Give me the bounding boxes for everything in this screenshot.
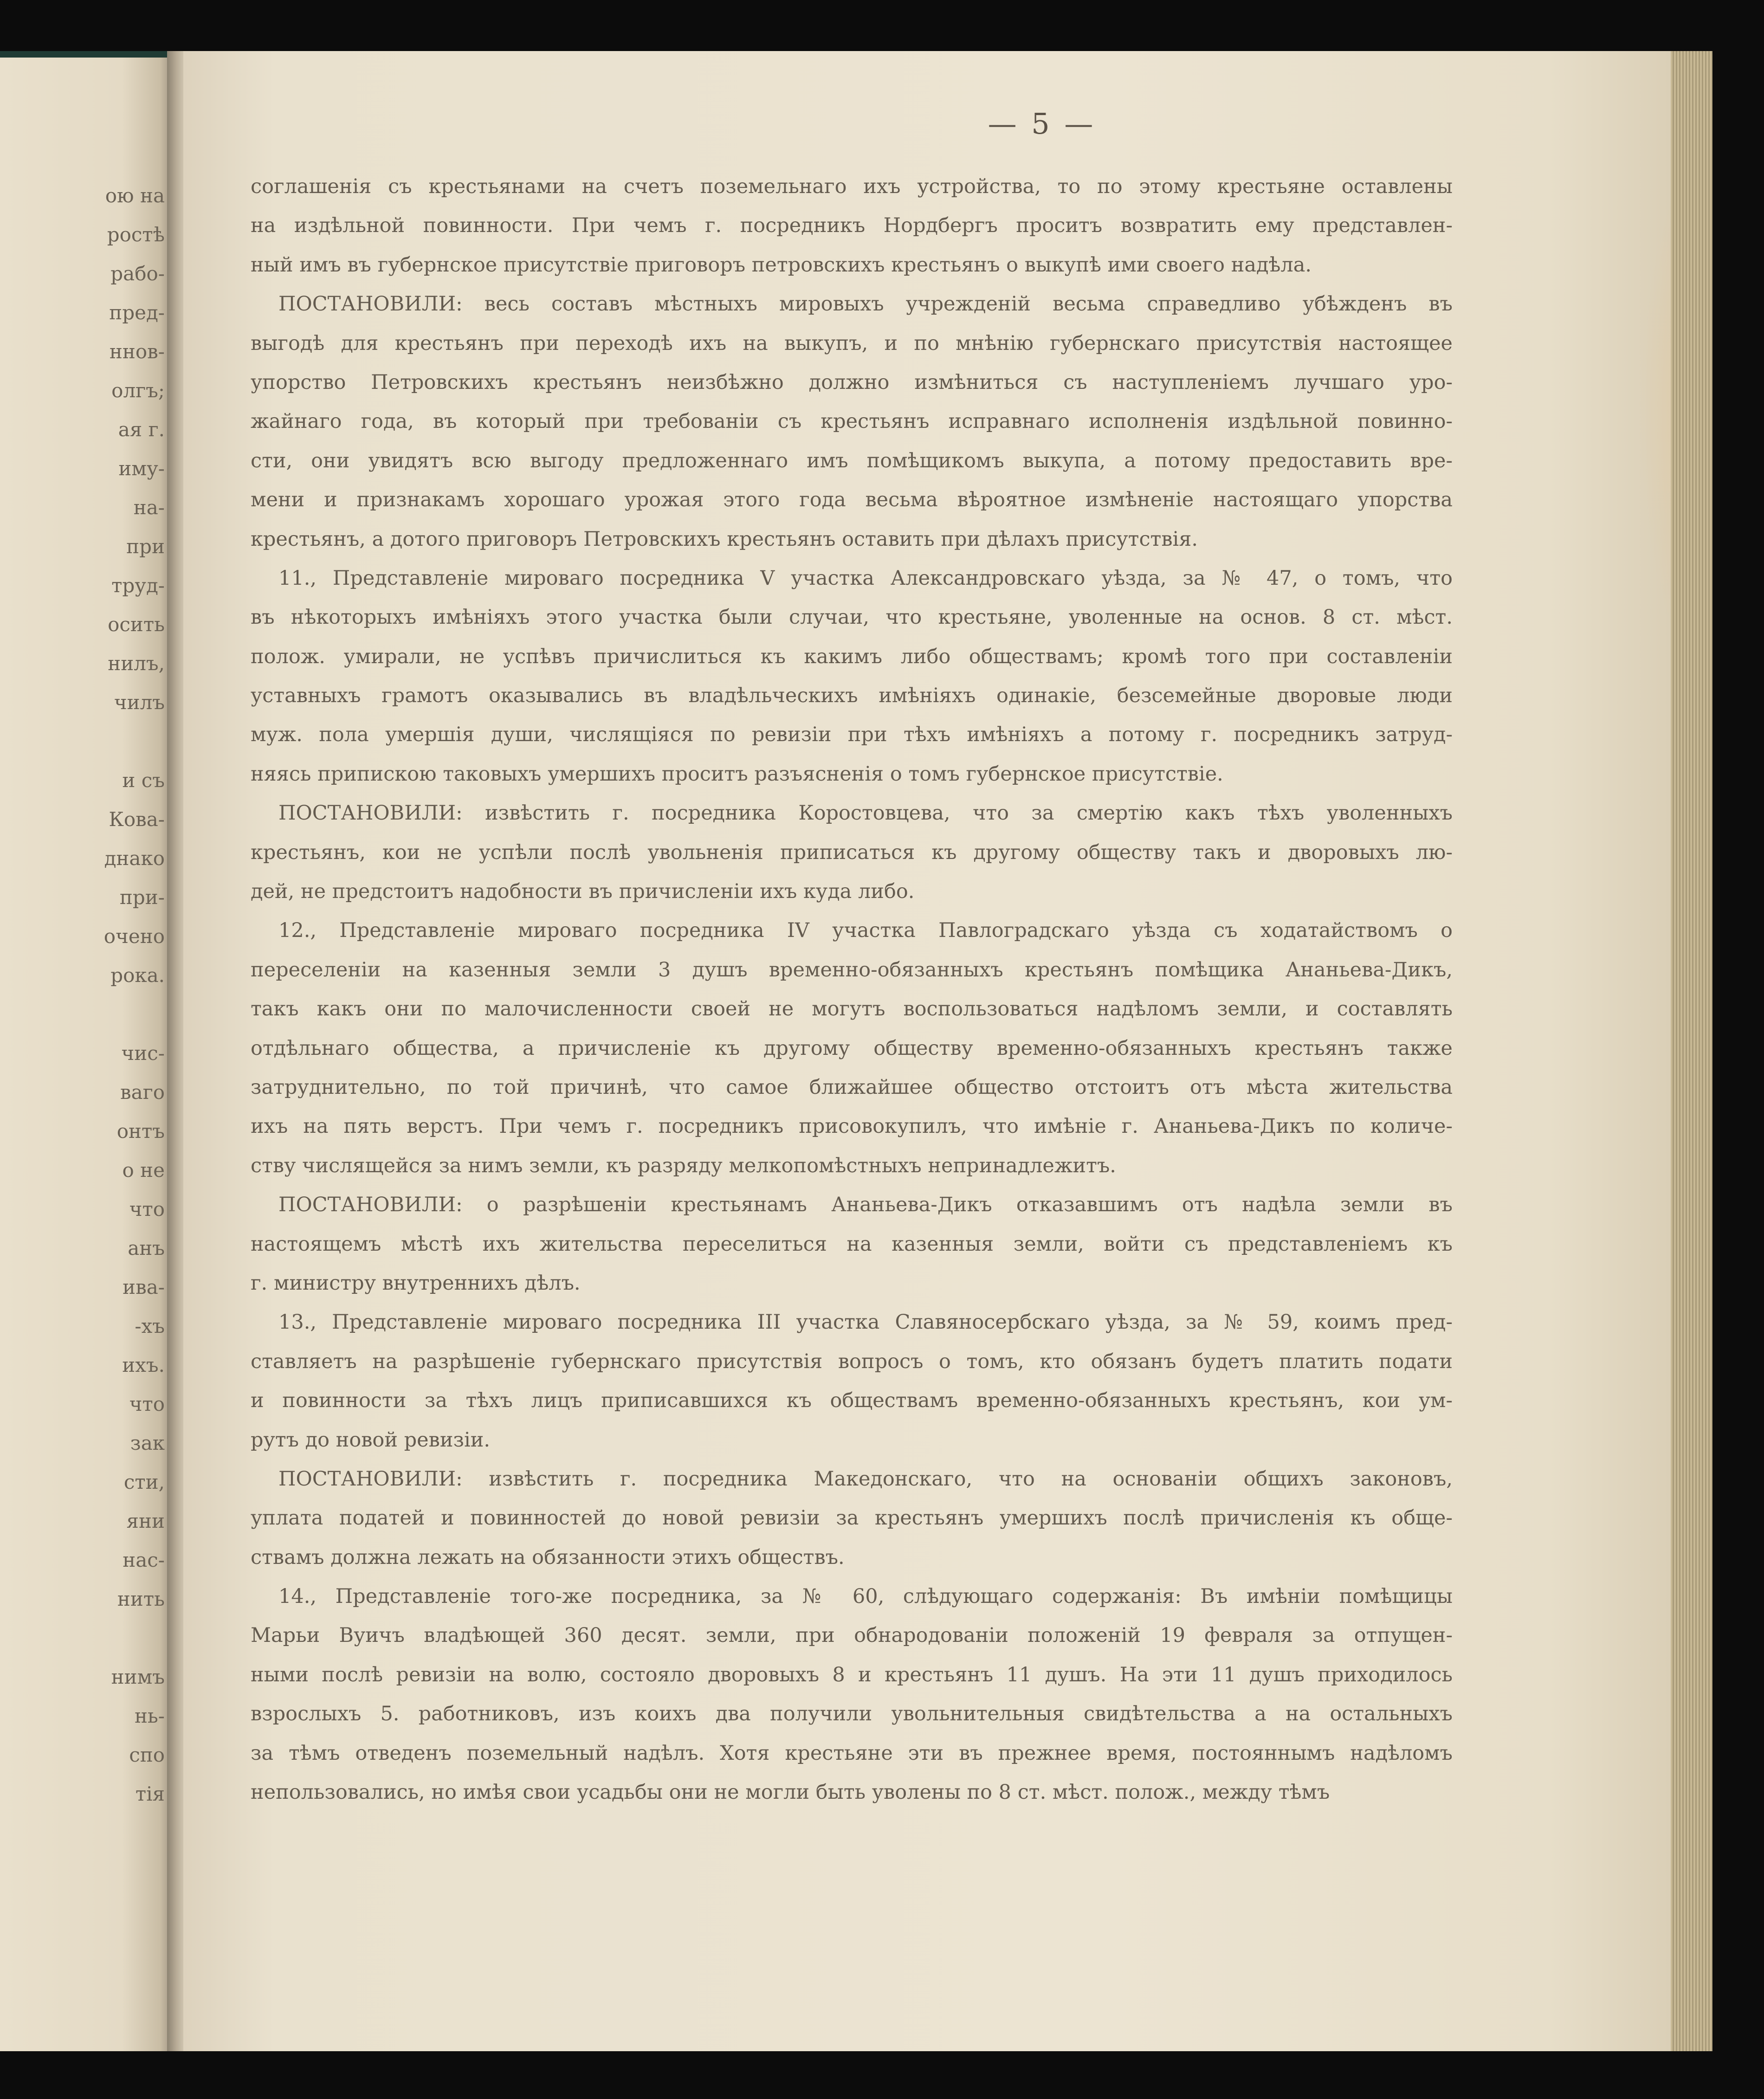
text-line: ПОСТАНОВИЛИ: извѣстить г. посредника Македонскаго, что на основаніи общихъ законовъ, [278,1467,1453,1491]
text-line: ству числящейся за нимъ земли, къ разряду мелкопомѣстныхъ непринадлежитъ. [251,1154,1116,1177]
text-line: на издѣльной повинности. При чемъ г. посредникъ Нордбергъ проситъ возвратить ему представлен- [251,214,1453,238]
left-text-fragment: на- [133,496,165,519]
left-text-fragment: что [129,1393,165,1415]
left-page-top-edge [0,51,174,58]
text-line: непользовались, но имѣя свои усадьбы они не могли быть уволены по 8 ст. мѣст. полож., между тѣмъ [251,1781,1330,1804]
text-line: ствамъ должна лежать на обязанности этихъ обществъ. [251,1545,845,1569]
left-text-fragment: чис- [121,1042,165,1065]
text-line: настоящемъ мѣстѣ ихъ жительства переселиться на казенныя земли, войти съ представленіемъ къ [251,1232,1453,1256]
left-text-fragment: нить [117,1588,165,1610]
text-line: уплата податей и повинностей до новой ревизіи за крестьянъ умершихъ послѣ причисленія къ обще- [251,1506,1453,1530]
left-text-fragment: ива- [123,1276,165,1298]
left-text-fragment: чилъ [114,691,165,714]
left-text-fragment: нилъ, [108,652,165,675]
text-line: переселеніи на казенныя земли 3 душъ временно-обязанныхъ крестьянъ помѣщика Ананьева-Дикъ, [251,958,1453,982]
left-page [0,51,174,2051]
left-text-fragment: олгъ; [111,379,165,402]
left-text-fragment: днако [104,847,165,870]
text-line: дей, не предстоитъ надобности въ причисленіи ихъ куда либо. [251,880,915,904]
page-number: — 5 — [988,107,1096,141]
left-text-fragment: яни [126,1510,165,1532]
left-page-text-fragments [0,176,165,1814]
text-line: ПОСТАНОВИЛИ: извѣстить г. посредника Коростовцева, что за смертію какъ тѣхъ уволенныхъ [278,801,1453,825]
left-text-fragment [0,1619,165,1658]
text-line: соглашенія съ крестьянами на счетъ поземельнаго ихъ устройства, то по этому крестьяне оставлены [251,175,1453,198]
text-line: няясь припискою таковыхъ умершихъ проситъ разъясненія о томъ губернское присутствіе. [251,762,1223,786]
left-text-fragment: иму- [118,457,165,480]
text-line: 14., Представленіе того-же посредника, за № 60, слѣдующаго содержанія: Въ имѣніи помѣщицы [278,1585,1453,1608]
left-text-fragment: ваго [120,1081,165,1104]
left-text-fragment: нимъ [111,1666,165,1688]
text-line: затруднительно, по той причинѣ, что самое ближайшее общество отстоитъ отъ мѣста жительства [251,1075,1453,1099]
text-line: жайнаго года, въ который при требованіи съ крестьянъ исправнаго исполненія издѣльной повинно- [251,410,1453,433]
page-edges [1671,51,1712,2051]
left-text-fragment: спо [129,1744,165,1766]
page-text-body [251,167,1453,1812]
left-text-fragment: Кова- [109,808,165,831]
left-text-fragment: очено [103,925,165,948]
text-line: 12., Представленіе мироваго посредника IV участка Павлоградскаго уѣзда съ ходатайствомъ о [278,919,1453,943]
right-page [183,51,1701,2051]
left-text-fragment: ннов- [109,340,165,363]
book-gutter [167,51,186,2051]
left-text-fragment: рабо- [110,262,165,285]
left-text-fragment: сти, [123,1471,165,1493]
text-line: и повинности за тѣхъ лицъ приписавшихся къ обществамъ временно-обязанныхъ крестьянъ, кои ум- [251,1389,1453,1413]
left-text-fragment: зак [130,1432,165,1454]
left-text-fragment: тія [135,1783,165,1805]
left-text-fragment: ая г. [118,418,165,441]
left-text-fragment: нас- [123,1549,165,1571]
text-line: за тѣмъ отведенъ поземельный надѣлъ. Хотя крестьяне эти въ прежнее время, постояннымъ надѣломъ [251,1741,1453,1765]
text-line: сти, они увидятъ всю выгоду предложеннаго имъ помѣщикомъ выкупа, а потому предоставить вре- [251,449,1453,472]
left-text-fragment: анъ [128,1237,165,1259]
text-line: крестьянъ, а дотого приговоръ Петровскихъ крестьянъ оставить при дѣлахъ присутствія. [251,527,1198,551]
left-text-fragment: пред- [109,301,165,324]
left-text-fragment: и съ [122,769,165,792]
left-text-fragment: онтъ [116,1120,165,1143]
text-line: отдѣльнаго общества, а причисленіе къ другому обществу временно-обязанныхъ крестьянъ также [251,1036,1453,1060]
left-text-fragment: ою на [105,184,165,207]
left-text-fragment: при [126,535,165,558]
text-line: взрослыхъ 5. работниковъ, изъ коихъ два получили увольнительныя свидѣтельства а на остальныхъ [251,1702,1453,1726]
left-text-fragment [0,722,165,761]
left-text-fragment: -хъ [135,1315,165,1337]
left-text-fragment: нь- [134,1705,165,1727]
text-line: 13., Представленіе мироваго посредника III участка Славяносербскаго уѣзда, за № 59, коимъ пред- [278,1311,1453,1334]
text-line: упорство Петровскихъ крестьянъ неизбѣжно должно измѣниться съ наступленіемъ лучшаго уро- [251,370,1453,394]
text-line: мени и признакамъ хорошаго урожая этого года весьма вѣроятное измѣненіе настоящаго упорства [251,488,1453,512]
text-line: ПОСТАНОВИЛИ: о разрѣшеніи крестьянамъ Ананьева-Дикъ отказавшимъ отъ надѣла земли въ [278,1193,1453,1217]
text-line: ный имъ въ губернское присутствіе приговоръ петровскихъ крестьянъ о выкупѣ ими своего надѣла. [251,253,1312,277]
text-line: ставляетъ на разрѣшеніе губернскаго присутствія вопросъ о томъ, кто обязанъ будетъ платить подати [251,1350,1453,1373]
text-line: уставныхъ грамотъ оказывались въ владѣльческихъ имѣніяхъ одинакіе, безсемейные дворовые люди [251,684,1453,708]
text-line: 11., Представленіе мироваго посредника V участка Александровскаго уѣзда, за № 47, о томъ, что [278,566,1453,590]
left-text-fragment: рока. [110,964,165,987]
text-line: полож. умирали, не успѣвъ причислиться къ какимъ либо обществамъ; кромѣ того при составленіи [251,645,1453,668]
left-text-fragment: ихъ. [122,1354,165,1376]
text-line: такъ какъ они по малочисленности своей не могутъ воспользоваться надѣломъ земли, и составлять [251,997,1453,1021]
left-text-fragment: при- [119,886,165,909]
text-line: крестьянъ, кои не успѣли послѣ увольненія приписаться къ другому обществу такъ и дворовыхъ лю- [251,840,1453,864]
left-text-fragment: о не [122,1159,165,1182]
left-text-fragment: труд- [111,574,165,597]
text-line: ихъ на пять верстъ. При чемъ г. посредникъ присовокупилъ, что имѣніе г. Ананьева-Дикъ по количе- [251,1115,1453,1138]
text-line: муж. пола умершія души, числящіяся по ревизіи при тѣхъ имѣніяхъ а потому г. посредникъ затруд- [251,723,1453,747]
text-line: Марьи Вуичъ владѣющей 360 десят. земли, при обнародованіи положеній 19 февраля за отпущен- [251,1624,1453,1647]
text-line: въ нѣкоторыхъ имѣніяхъ этого участка были случаи, что крестьяне, уволенные на основ. 8 ст. мѣст. [251,606,1453,629]
text-line: ПОСТАНОВИЛИ: весь составъ мѣстныхъ мировыхъ учрежденій весьма справедливо убѣжденъ въ [278,292,1453,316]
text-line: рутъ до новой ревизіи. [251,1428,491,1452]
text-line: выгодѣ для крестьянъ при переходѣ ихъ на выкупъ, и по мнѣнію губернскаго присутствія настоящее [251,331,1453,355]
text-line: ными послѣ ревизіи на волю, состояло дворовыхъ 8 и крестьянъ 11 душъ. На эти 11 душъ приходилось [251,1663,1453,1686]
left-text-fragment: что [129,1198,165,1221]
left-text-fragment [0,995,165,1034]
left-text-fragment: осить [108,613,165,636]
text-line: г. министру внутреннихъ дѣлъ. [251,1271,581,1295]
left-text-fragment: ростѣ [107,223,165,246]
open-book [0,51,1712,2051]
